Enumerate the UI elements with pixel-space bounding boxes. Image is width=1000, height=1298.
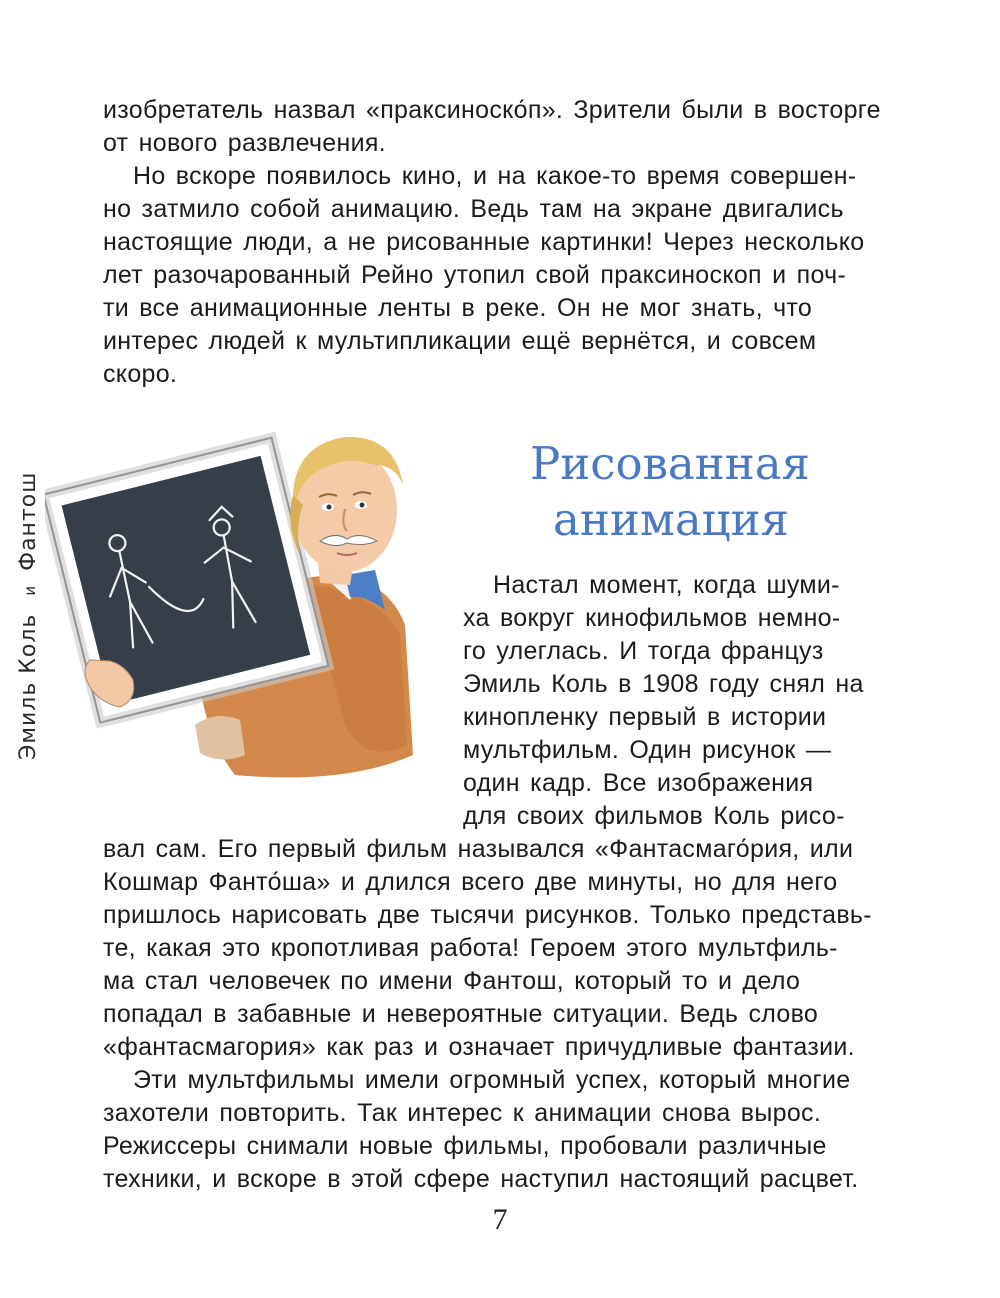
text-line: настоящие люди, а не рисованные картинки! Через несколько — [103, 228, 865, 256]
text-line: лет разочарованный Рейно утопил свой праксиноскоп и поч- — [103, 261, 847, 289]
text-line: изобретатель назвал «праксиноско́п». Зрители были в восторге — [103, 96, 881, 124]
text-line: го улеглась. И тогда француз — [463, 637, 824, 665]
page-number: 7 — [492, 1203, 508, 1236]
text-line: техники, и вскоре в этой сфере наступил настоящий расцвет. — [103, 1165, 859, 1193]
text-line: вал сам. Его первый фильм назывался «Фантасмаго́рия, или — [103, 835, 854, 863]
text-line: захотели повторить. Так интерес к анимации снова вырос. — [103, 1099, 822, 1127]
text-line: для своих фильмов Коль рисо- — [463, 802, 845, 830]
text-line: ма стал человечек по имени Фантош, который то и дело — [103, 967, 801, 995]
text-line: один кадр. Все изображения — [463, 769, 814, 797]
section-heading-line1: Рисованная — [530, 437, 810, 490]
text-line: ха вокруг кинофильмов немно- — [463, 604, 841, 632]
text-line: те, какая это кропотливая работа! Героем этого мультфиль- — [103, 934, 838, 962]
text-line: Настал момент, когда шуми- — [493, 571, 840, 599]
text-line: интерес людей к мультипликации ещё вернётся, и совсем — [103, 327, 817, 355]
caption-second: Фантош — [16, 471, 41, 571]
emile-cohl-illustration — [45, 425, 440, 790]
text-line: от нового развлечения. — [103, 129, 386, 157]
caption-name: Эмиль Коль — [16, 613, 41, 760]
text-line: но затмило собой анимацию. Ведь там на экране двигались — [103, 195, 844, 223]
text-line: попадал в забавные и невероятные ситуации. Ведь слово — [103, 1000, 819, 1028]
text-line: кинопленку первый в истории — [463, 703, 827, 731]
illustration-caption — [16, 472, 41, 760]
caption-and: и — [21, 584, 39, 596]
text-line: Эти мультфильмы имели огромный успех, который многие — [133, 1066, 851, 1094]
text-line: Эмиль Коль в 1908 году снял на — [463, 670, 864, 698]
text-line: Кошмар Фанто́ша» и длился всего две минуты, но для него — [103, 868, 838, 896]
text-line: Но вскоре появилось кино, и на какое-то время совершен- — [133, 162, 857, 190]
text-line: пришлось нарисовать две тысячи рисунков. Только представь- — [103, 901, 872, 929]
text-line: скоро. — [103, 360, 178, 388]
text-line: ти все анимационные ленты в реке. Он не мог знать, что — [103, 294, 813, 322]
text-line: мультфильм. Один рисунок — — [463, 736, 832, 764]
section-heading-line2: анимация — [553, 493, 789, 546]
text-line: «фантасмагория» как раз и означает причудливые фантазии. — [103, 1033, 855, 1061]
text-line: Режиссеры снимали новые фильмы, пробовали различные — [103, 1132, 827, 1160]
